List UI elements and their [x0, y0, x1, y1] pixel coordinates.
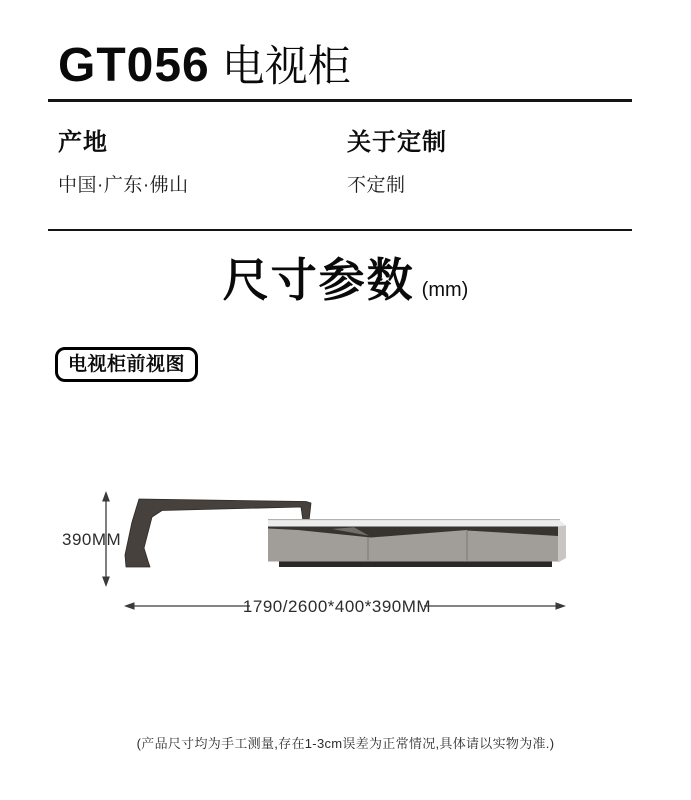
arrowhead-up	[102, 491, 110, 502]
dimensions-unit-text: (mm)	[421, 279, 469, 301]
width-dimension-label: 1790/2600*400*390MM	[242, 597, 432, 616]
view-label-badge: 电视柜前视图	[55, 347, 198, 382]
divider-top	[48, 99, 632, 102]
dimensions-section-title	[0, 254, 691, 306]
spec-origin	[58, 131, 189, 195]
product-category: 电视柜	[221, 43, 351, 91]
product-title	[58, 33, 351, 94]
cabinet-plinth	[279, 562, 552, 568]
spec-origin-value: 中国·广东·佛山	[58, 175, 189, 196]
height-dimension-label: 390MM	[62, 530, 122, 549]
arrowhead-left	[124, 602, 135, 610]
tv-cabinet-body	[268, 519, 566, 567]
spec-customization-label: 关于定制	[347, 129, 447, 156]
divider-middle	[48, 229, 632, 231]
measurement-disclaimer: (产品尺寸均为手工测量,存在1-3cm误差为正常情况,具体请以实物为准.)	[136, 736, 555, 751]
cabinet-side-face	[558, 526, 566, 563]
product-model: GT056	[58, 39, 210, 92]
spec-origin-label: 产地	[58, 129, 108, 156]
spec-customization	[347, 131, 447, 195]
cabinet-top-slab	[268, 519, 566, 527]
dimensions-title-text: 尺寸参数	[222, 254, 415, 306]
dimension-diagram	[0, 440, 691, 655]
spec-customization-value: 不定制	[347, 175, 406, 196]
arrowhead-right	[556, 602, 567, 610]
arrowhead-down	[102, 577, 110, 588]
